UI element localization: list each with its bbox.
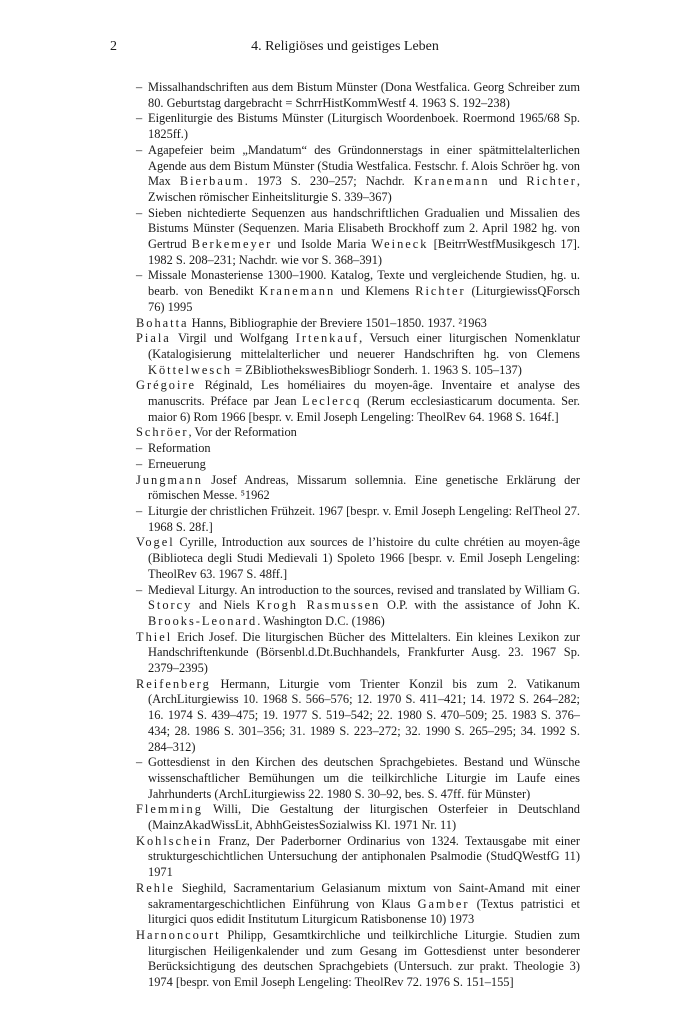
entry-dash: – bbox=[136, 441, 143, 456]
entry-text: (Textus patristici et liturgici quos edidit Institutum Liturgicum Ratisbonense 10) 1973 bbox=[148, 896, 580, 927]
entry-text: Virgil und Wolfgang bbox=[170, 331, 296, 346]
entry-text: [BeitrrWestfMusikgesch 17]. 1982 S. 208–231; Nachdr. wie vor S. 368–391) bbox=[148, 237, 580, 267]
author-name: Weineck bbox=[371, 237, 429, 252]
entry-text: Willi, Die Gestaltung der liturgischen Osterfeier in Deutschland (MainzAkadWissLit, AbhhGeistesSozialwiss Kl. 1971 Nr. 11) bbox=[148, 802, 580, 833]
author-name: Jungmann bbox=[136, 472, 203, 487]
bibliography-entry bbox=[136, 473, 580, 504]
entry-dash: – bbox=[136, 503, 143, 518]
bibliography-list bbox=[136, 80, 580, 991]
author-name: Grégoire bbox=[136, 378, 197, 393]
bibliography-subentry bbox=[136, 143, 580, 206]
author-name: Vogel bbox=[136, 535, 175, 550]
entry-text: Sieben nichtedierte Sequenzen aus handschriftlichen Gradualien und Missalien des Bistums Münster (Sequenzen. Maria Elisabeth Brockhoff zum 2. April 1982 hg. von Gertrud bbox=[148, 205, 580, 252]
bibliography-subentry bbox=[136, 457, 580, 473]
entry-text: , Versuch einer liturgischen Nomenklatur (Katalogisierung mittelalterlicher und neuerer Handschriften hg. von Clemens bbox=[148, 331, 580, 361]
entry-dash: – bbox=[136, 582, 143, 597]
bibliography-entry bbox=[136, 535, 580, 582]
entry-dash: – bbox=[136, 205, 143, 220]
author-name: Krogh Rasmussen bbox=[256, 598, 381, 613]
author-name: Kohlschein bbox=[136, 833, 213, 848]
entry-text: und Klemens bbox=[335, 284, 416, 299]
bibliography-subentry bbox=[136, 268, 580, 315]
author-name: Brooks-Leonard bbox=[148, 613, 258, 628]
entry-dash: – bbox=[136, 80, 143, 94]
bibliography-entry bbox=[136, 425, 580, 441]
entry-text: = ZBibliothekswesBibliogr Sonderh. 1. 1963 S. 105–137) bbox=[231, 362, 522, 377]
author-name: Thiel bbox=[136, 629, 173, 644]
entry-text: Liturgie der christlichen Frühzeit. 1967 [bespr. v. Emil Joseph Lengeling: RelTheol 27. 1968 S. 28f.] bbox=[148, 503, 580, 534]
entry-text: O.P. with the assistance of John K. bbox=[380, 598, 580, 613]
author-name: Irtenkauf bbox=[295, 331, 360, 346]
entry-text: Medieval Liturgy. An introduction to the sources, revised and translated by William G. bbox=[148, 582, 580, 597]
running-head: 4. Religiöses und geistiges Leben bbox=[251, 39, 439, 54]
author-name: Harnoncourt bbox=[136, 927, 221, 942]
author-name: Bierbaum bbox=[179, 174, 245, 189]
bibliography-subentry bbox=[136, 80, 580, 111]
entry-text: Hanns, Bibliographie der Breviere 1501–1850. 1937. ²1963 bbox=[188, 315, 487, 330]
entry-text: Hermann, Liturgie vom Trienter Konzil bis zum 2. Vatikanum (ArchLiturgiewiss 10. 1968 S. 566–576; 12. 1970 S. 411–421; 14. 1972 S. 264–282; 16. 1974 S. 439–475; 19. 1977 S. 519–542; 22. 1980 S. 470–509; 25. 1983 S. 376–434; 28. 1986 S. 301–356; 31. 1989 S. 223–272; 32. 1990 S. 265–295; 34. 1992 S. 284–312) bbox=[148, 676, 580, 754]
bibliography-entry bbox=[136, 802, 580, 833]
bibliography-entry bbox=[136, 630, 580, 677]
author-name: Leclercq bbox=[302, 394, 362, 409]
entry-text: Cyrille, Introduction aux sources de l’histoire du culte chrétien au moyen-âge (Biblioteca degli Studi Medievali 1) Spoleto 1966 [bespr. v. Emil Joseph Lengeling: TheolRev 63. 1967 S. 48ff.] bbox=[148, 535, 580, 581]
entry-text: Missale Monasteriense 1300–1900. Katalog, Texte und vergleichende Studien, hg. u. bearb. von Benedikt bbox=[148, 268, 580, 299]
entry-text: Franz, Der Paderborner Ordinarius von 1324. Textausgabe mit einer strukturgeschichtlichen Untersuchung der antiphonalen Psalmodie (StudQWestfG 11) 1971 bbox=[148, 833, 580, 880]
bibliography-subentry bbox=[136, 755, 580, 802]
author-name: Storcy bbox=[148, 598, 193, 613]
author-name: Schröer bbox=[136, 425, 189, 440]
bibliography-entry bbox=[136, 834, 580, 881]
bibliography-subentry bbox=[136, 206, 580, 269]
entry-text: und bbox=[489, 174, 527, 189]
entry-text: Sieghild, Sacramentarium Gelasianum mixtum von Saint-Amand mit einer sakramentargeschichtlichen Einführung von Klaus bbox=[148, 880, 580, 911]
author-name: Kranemann bbox=[413, 174, 490, 189]
entry-dash: – bbox=[136, 142, 143, 157]
bibliography-entry bbox=[136, 928, 580, 991]
bibliography-entry bbox=[136, 378, 580, 425]
entry-text: und Isolde Maria bbox=[272, 237, 372, 252]
bibliography-entry bbox=[136, 677, 580, 756]
author-name: Gamber bbox=[417, 896, 470, 911]
entry-text: Josef Andreas, Missarum sollemnia. Eine genetische Erklärung der römischen Messe. ⁵1962 bbox=[148, 472, 580, 503]
bibliography-entry bbox=[136, 331, 580, 378]
entry-text: Agapefeier beim „Mandatum“ des Gründonnerstags in einer spätmittelalterlichen Agende aus dem Bistum Münster (Studia Westfalica. Festschr. f. Alois Schröer hg. von Max bbox=[148, 142, 580, 189]
entry-text: (Rerum ecclesiasticarum documenta. Ser. maior 6) Rom 1966 [bespr. v. Emil Joseph Lengeling: TheolRev 64. 1968 S. 164f.] bbox=[148, 394, 580, 424]
entry-text: (LiturgiewissQForsch 76) 1995 bbox=[148, 284, 580, 314]
entry-dash: – bbox=[136, 268, 143, 283]
bibliography-entry bbox=[136, 881, 580, 928]
entry-text: , Vor der Reformation bbox=[188, 425, 297, 440]
entry-text: Gottesdienst in den Kirchen des deutschen Sprachgebietes. Bestand und Wünsche wissenschaftlicher Bemühungen um die teilkirchliche Liturgie im Laufe eines Jahrhunderts (ArchLiturgiewiss 22. 1980 S. 30–92, bes. S. 47ff. für Münster) bbox=[148, 755, 580, 801]
entry-dash: – bbox=[136, 111, 143, 126]
author-name: Rehle bbox=[136, 880, 175, 895]
page-header bbox=[110, 37, 580, 57]
author-name: Piala bbox=[136, 331, 171, 346]
entry-text: Erich Josef. Die liturgischen Bücher des Mittelalters. Ein kleines Lexikon zur Handschriftenkunde (Börsenbl.d.Dt.Buchhandels, Frankfurter Ausg. 23. 1967 Sp. 2379–2395) bbox=[148, 629, 580, 676]
author-name: Bohatta bbox=[136, 315, 189, 330]
author-name: Kranemann bbox=[259, 284, 336, 299]
entry-text: Réginald, Les homéliaires du moyen-âge. Inventaire et analyse des manuscrits. Préface par Jean bbox=[148, 378, 580, 409]
author-name: Richter bbox=[526, 174, 577, 189]
entry-text: Eigenliturgie des Bistums Münster (Liturgisch Woordenboek. Roermond 1965/68 Sp. 1825ff.) bbox=[148, 111, 580, 142]
entry-text: Erneuerung bbox=[148, 456, 206, 471]
entry-dash: – bbox=[136, 755, 143, 770]
bibliography-subentry bbox=[136, 504, 580, 535]
author-name: Berkemeyer bbox=[191, 237, 273, 252]
entry-text: . Washington D.C. (1986) bbox=[257, 613, 385, 628]
entry-text: Philipp, Gesamtkirchliche und teilkirchliche Liturgie. Studien zum liturgischen Heiligenkalender und zum Gesang im Gottesdienst unter besonderer Berücksichtigung des deutschen Sprachgebiets (Untersuch. zur prakt. Theologie 3) 1974 [bespr. von Emil Joseph Lengeling: TheolRev 72. 1976 S. 151–155] bbox=[148, 927, 580, 990]
entry-text: , Zwischen römischer Einheitsliturgie S. 339–367) bbox=[148, 174, 581, 204]
entry-text: Missalhandschriften aus dem Bistum Münster (Dona Westfalica. Georg Schreiber zum 80. Geburtstag dargebracht = SchrrHistKommWestf 4. 1963 S. 192–238) bbox=[148, 80, 580, 110]
bibliography-subentry bbox=[136, 583, 580, 630]
entry-text: and Niels bbox=[192, 598, 257, 613]
bibliography-entry bbox=[136, 316, 580, 332]
entry-text: Reformation bbox=[148, 441, 211, 456]
entry-text: . 1973 S. 230–257; Nachdr. bbox=[244, 174, 414, 189]
entry-dash: – bbox=[136, 456, 143, 471]
author-name: Flemming bbox=[136, 802, 203, 817]
author-name: Köttelwesch bbox=[148, 362, 232, 377]
bibliography-subentry bbox=[136, 111, 580, 142]
page-number: 2 bbox=[110, 39, 117, 54]
author-name: Reifenberg bbox=[136, 676, 211, 691]
author-name: Richter bbox=[415, 284, 466, 299]
bibliography-subentry bbox=[136, 441, 580, 457]
